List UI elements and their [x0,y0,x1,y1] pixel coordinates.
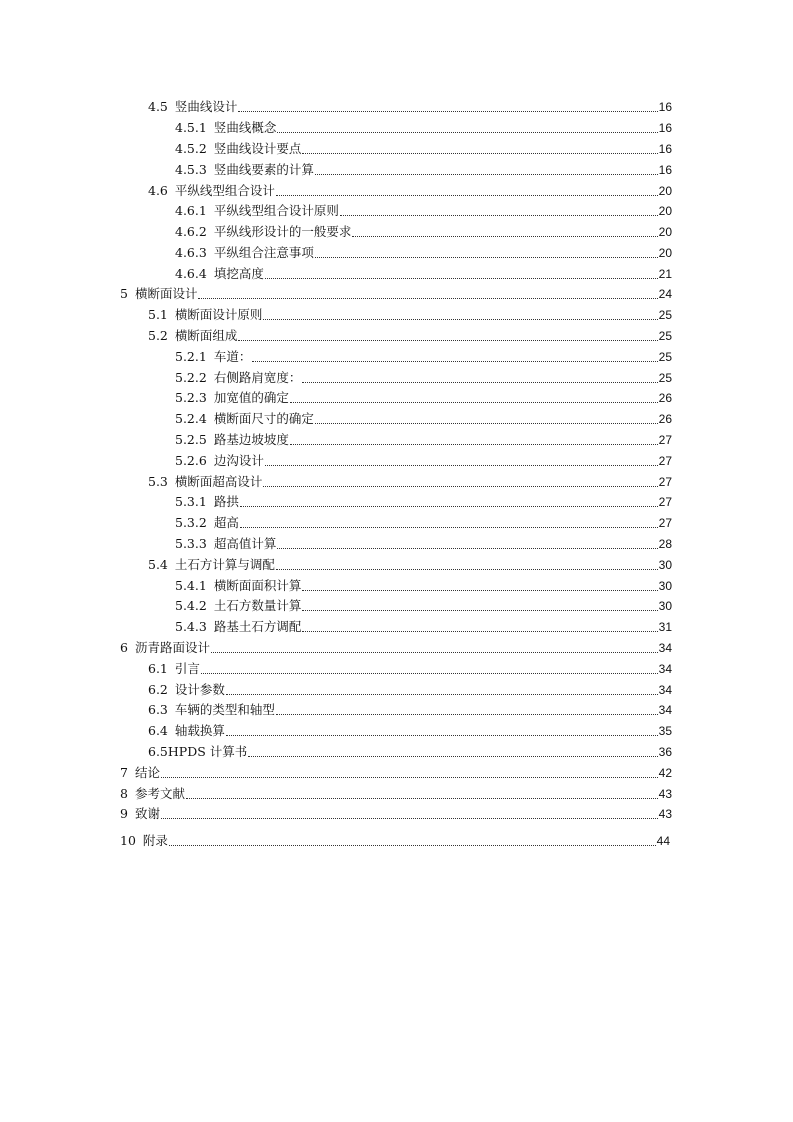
toc-entry-title: 横断面设计原则 [174,307,263,322]
toc-leader-dots [276,714,658,715]
toc-entry-title: 土石方计算与调配 [174,557,275,572]
toc-leader-dots [201,673,658,674]
toc-entry-number: 5.4.3 [175,619,207,634]
toc-entry[interactable] [175,265,672,282]
toc-entry-number: 4.6.4 [175,266,207,281]
toc-entry-number: 6.3 [148,702,168,717]
toc-entry-page: 25 [658,308,672,322]
toc-leader-dots [263,319,657,320]
toc-entry-title: HPDS 计算书 [167,744,248,759]
toc-entry-title: 结论 [134,765,160,780]
toc-leader-dots [252,361,657,362]
toc-entry-title: 竖曲线概念 [213,120,277,135]
toc-entry-page: 16 [658,163,672,177]
toc-entry-number: 4.6.2 [175,224,207,239]
toc-entry[interactable] [175,369,672,386]
toc-entry-number: 5.2.6 [175,453,207,468]
toc-entry-page: 27 [658,433,672,447]
toc-leader-dots [265,465,658,466]
toc-leader-dots [277,548,657,549]
toc-entry[interactable] [175,493,672,510]
toc-entry-page: 24 [658,287,672,301]
toc-entry-number: 5.3 [148,474,168,489]
toc-leader-dots [340,215,658,216]
toc-entry-number: 5.2.4 [175,411,207,426]
toc-entry-number: 4.5.1 [175,120,207,135]
toc-entry-number: 10 [120,833,136,848]
toc-entry-page: 28 [658,537,672,551]
toc-entry-page: 27 [658,475,672,489]
toc-entry-title: 车道： [213,349,252,364]
toc-entry-page: 20 [658,184,672,198]
toc-leader-dots [161,818,658,819]
toc-entry-page: 26 [658,391,672,405]
toc-leader-dots [238,111,657,112]
toc-leader-dots [315,423,658,424]
toc-leader-dots [265,278,658,279]
toc-entry-page: 20 [658,204,672,218]
toc-entry-page: 20 [658,246,672,260]
toc-leader-dots [315,257,658,258]
toc-entry-page: 27 [658,495,672,509]
toc-entry-title: 参考文献 [134,786,185,801]
toc-entry-title: 致谢 [134,806,160,821]
toc-entry[interactable] [148,98,672,115]
toc-entry[interactable] [175,119,672,136]
toc-entry-number: 6.5 [148,744,168,759]
toc-entry[interactable] [175,244,672,261]
toc-leader-dots [302,610,657,611]
toc-entry-title: 横断面尺寸的确定 [213,411,314,426]
toc-entry[interactable] [175,348,672,365]
toc-entry-page: 27 [658,454,672,468]
toc-entry-page: 25 [658,350,672,364]
toc-leader-dots [211,652,658,653]
toc-entry-number: 5.1 [148,307,168,322]
toc-entry-page: 43 [658,787,672,801]
toc-entry-number: 4.6.1 [175,203,207,218]
toc-entry-title: 平纵组合注意事项 [213,245,314,260]
toc-entry[interactable] [120,832,670,849]
toc-entry[interactable] [175,389,672,406]
toc-entry-title: 路拱 [213,494,239,509]
toc-entry[interactable] [120,805,672,822]
toc-entry[interactable] [120,785,672,802]
toc-entry-title: 车辆的类型和轴型 [174,702,275,717]
toc-leader-dots [276,195,658,196]
toc-entry[interactable] [148,681,672,698]
toc-leader-dots [302,631,657,632]
toc-entry-page: 34 [658,641,672,655]
toc-entry[interactable] [175,452,672,469]
toc-leader-dots [302,382,657,383]
toc-entry-number: 5.3.2 [175,515,207,530]
toc-entry-title: 横断面超高设计 [174,474,263,489]
toc-entry-number: 5.2.2 [175,370,207,385]
toc-entry-number: 4.5.3 [175,162,207,177]
toc-entry-number: 6.1 [148,661,168,676]
toc-entry[interactable] [175,514,672,531]
toc-entry-number: 5.4 [148,557,168,572]
toc-entry[interactable] [148,306,672,323]
toc-entry-number: 7 [120,765,128,780]
toc-entry-page: 21 [658,267,672,281]
toc-leader-dots [315,174,658,175]
toc-entry-number: 4.6 [148,183,168,198]
toc-entry-page: 35 [658,724,672,738]
toc-entry-page: 16 [658,121,672,135]
toc-entry-title: 右侧路肩宽度： [213,370,302,385]
toc-leader-dots [226,735,658,736]
toc-entry[interactable] [175,618,672,635]
toc-entry-page: 26 [658,412,672,426]
toc-entry-number: 5.3.3 [175,536,207,551]
toc-entry[interactable] [148,701,672,718]
toc-entry-number: 5.2 [148,328,168,343]
toc-leader-dots [240,506,658,507]
toc-leader-dots [169,845,656,846]
toc-entry[interactable] [175,161,672,178]
toc-entry-number: 5.2.3 [175,390,207,405]
toc-entry-title: 填挖高度 [213,266,264,281]
toc-leader-dots [290,402,658,403]
toc-leader-dots [238,340,657,341]
toc-entry-page: 36 [658,745,672,759]
toc-entry-title: 加宽值的确定 [213,390,289,405]
toc-entry-page: 42 [658,766,672,780]
toc-entry-title: 土石方数量计算 [213,598,302,613]
toc-entry-title: 轴载换算 [174,723,225,738]
toc-entry-page: 44 [656,834,670,848]
toc-entry-title: 竖曲线要素的计算 [213,162,314,177]
toc-entry-title: 竖曲线设计要点 [213,141,302,156]
toc-entry[interactable] [148,182,672,199]
toc-leader-dots [352,236,657,237]
toc-entry-title: 引言 [174,661,200,676]
toc-entry-number: 6 [120,640,128,655]
toc-entry-number: 5.4.2 [175,598,207,613]
toc-entry-title: 平纵线形设计的一般要求 [213,224,352,239]
toc-entry-number: 5.2.5 [175,432,207,447]
toc-entry[interactable] [148,743,672,760]
toc-entry[interactable] [175,140,672,157]
toc-entry-title: 沥青路面设计 [134,640,210,655]
toc-entry-title: 附录 [142,833,168,848]
toc-entry-number: 6.2 [148,682,168,697]
toc-entry-number: 5.3.1 [175,494,207,509]
toc-leader-dots [302,153,657,154]
toc-entry-page: 31 [658,620,672,634]
toc-entry-title: 边沟设计 [213,453,264,468]
toc-entry[interactable] [148,556,672,573]
toc-leader-dots [186,798,658,799]
toc-entry-page: 20 [658,225,672,239]
toc-entry-title: 路基边坡坡度 [213,432,289,447]
toc-entry-page: 30 [658,599,672,613]
toc-entry[interactable] [120,285,672,302]
toc-entry-number: 9 [120,806,128,821]
toc-entry-page: 25 [658,371,672,385]
toc-entry[interactable] [148,473,672,490]
toc-entry-page: 16 [658,100,672,114]
toc-entry-title: 超高值计算 [213,536,277,551]
toc-entry[interactable] [175,223,672,240]
toc-entry-page: 43 [658,807,672,821]
toc-entry[interactable] [175,202,672,219]
toc-entry-number: 5.2.1 [175,349,207,364]
toc-entry-number: 4.5 [148,99,168,114]
toc-entry-title: 路基土石方调配 [213,619,302,634]
toc-entry-page: 34 [658,662,672,676]
toc-leader-dots [226,694,658,695]
toc-leader-dots [276,569,658,570]
toc-entry-number: 6.4 [148,723,168,738]
toc-leader-dots [263,486,657,487]
toc-entry-page: 25 [658,329,672,343]
toc-entry-page: 30 [658,558,672,572]
toc-leader-dots [161,777,658,778]
toc-leader-dots [277,132,657,133]
toc-entry[interactable] [120,639,672,656]
toc-entry-page: 27 [658,516,672,530]
toc-leader-dots [248,756,657,757]
toc-entry-title: 平纵线型组合设计原则 [213,203,339,218]
toc-entry[interactable] [148,722,672,739]
toc-entry-number: 8 [120,786,128,801]
toc-entry-title: 平纵线型组合设计 [174,183,275,198]
toc-entry-page: 34 [658,703,672,717]
toc-entry-title: 横断面设计 [134,286,198,301]
toc-leader-dots [290,444,658,445]
toc-entry-title: 横断面面积计算 [213,578,302,593]
toc-entry[interactable] [175,431,672,448]
toc-entry-number: 4.6.3 [175,245,207,260]
toc-entry-page: 34 [658,683,672,697]
toc-entry[interactable] [148,327,672,344]
toc-entry-title: 设计参数 [174,682,225,697]
toc-entry[interactable] [148,660,672,677]
toc-leader-dots [198,298,657,299]
toc-entry[interactable] [175,597,672,614]
toc-entry[interactable] [175,577,672,594]
toc-entry[interactable] [175,535,672,552]
toc-entry-number: 5 [120,286,128,301]
toc-entry-title: 超高 [213,515,239,530]
toc-leader-dots [302,590,657,591]
toc-entry-number: 5.4.1 [175,578,207,593]
toc-entry-title: 横断面组成 [174,328,238,343]
toc-entry[interactable] [175,410,672,427]
toc-entry-page: 30 [658,579,672,593]
toc-leader-dots [240,527,658,528]
toc-entry-title: 竖曲线设计 [174,99,238,114]
toc-entry-number: 4.5.2 [175,141,207,156]
toc-entry[interactable] [120,764,672,781]
toc-entry-page: 16 [658,142,672,156]
